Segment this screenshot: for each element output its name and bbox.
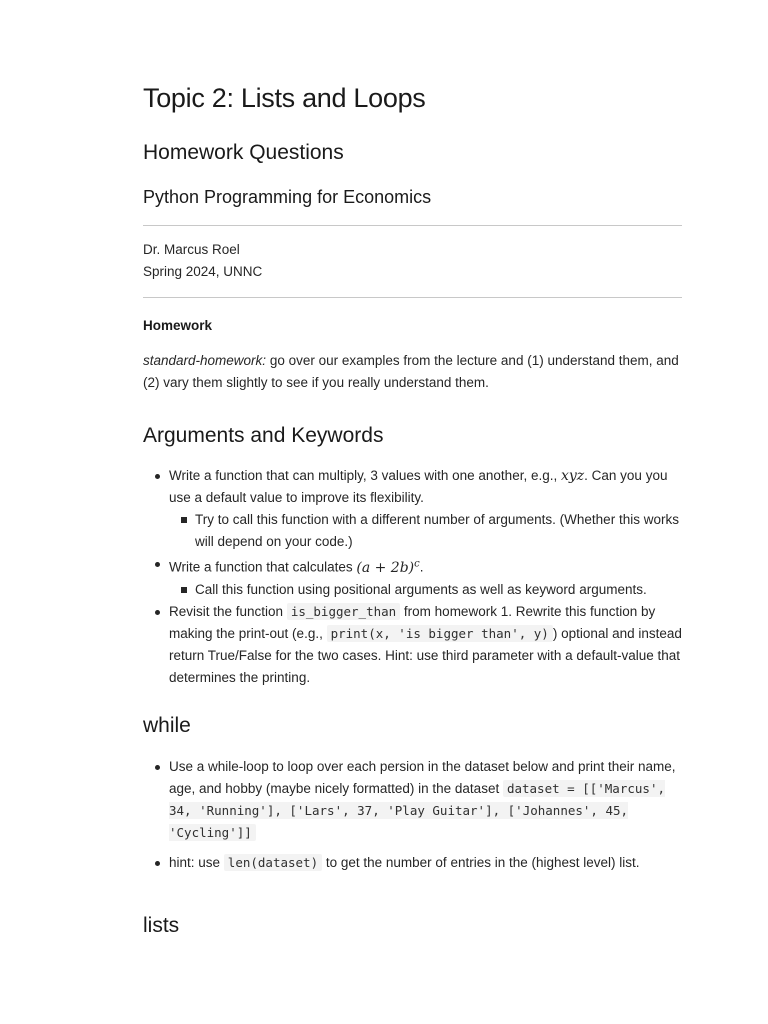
page-subtitle: Homework Questions bbox=[143, 141, 344, 164]
sub-list bbox=[169, 509, 683, 553]
list-item bbox=[143, 756, 683, 844]
item-text: from homework 1. Rewrite this function by making the print-out (e.g., bbox=[169, 603, 656, 641]
math-expression: xyz bbox=[560, 468, 585, 484]
inline-code: print(x, 'is bigger than', y) bbox=[327, 625, 553, 642]
arguments-list bbox=[143, 465, 683, 689]
homework-label: standard-homework: bbox=[143, 353, 267, 368]
page-title: Topic 2: Lists and Loops bbox=[143, 83, 426, 113]
list-item bbox=[143, 601, 683, 689]
homework-heading: Homework bbox=[143, 318, 213, 333]
math-base: (a + 2b) bbox=[356, 559, 415, 576]
sub-list-item: Try to call this function with a different number of arguments. (Whether this works will depend on your code.) bbox=[169, 509, 683, 553]
homework-description bbox=[143, 350, 683, 394]
item-text: ) optional and instead return True/False for the two cases. Hint: use third parameter with a default-value that determines the printing. bbox=[169, 625, 682, 685]
item-text: hint: use bbox=[169, 855, 224, 870]
item-text: to get the number of entries in the (highest level) list. bbox=[322, 855, 640, 870]
sub-list bbox=[169, 579, 683, 601]
list-item bbox=[143, 852, 683, 874]
inline-code: dataset = [['Marcus', 34, 'Running'], ['Lars', 37, 'Play Guitar'], ['Johannes', 45, 'Cycling']] bbox=[169, 781, 665, 840]
item-text: Write a function that calculates bbox=[169, 559, 357, 575]
math-exponent: c bbox=[414, 558, 420, 569]
item-text: . bbox=[419, 559, 424, 575]
author-name: Dr. Marcus Roel bbox=[143, 242, 240, 257]
section-heading-while: while bbox=[143, 714, 191, 737]
term-info: Spring 2024, UNNC bbox=[143, 264, 263, 279]
homework-text: go over our examples from the lecture and (1) understand them, and (2) vary them slightly to see if you really understand them. bbox=[143, 353, 679, 390]
item-text: Use a while-loop to loop over each persion in the dataset below and print their name, age, and hobby (maybe nicely formatted) in the dataset bbox=[169, 759, 676, 796]
divider-top bbox=[143, 225, 682, 226]
section-heading-arguments: Arguments and Keywords bbox=[143, 424, 384, 447]
item-text: . Can you you use a default value to improve its flexibility. bbox=[169, 468, 668, 505]
inline-code: len(dataset) bbox=[224, 854, 322, 871]
section-heading-lists: lists bbox=[143, 914, 180, 937]
list-item bbox=[143, 553, 683, 601]
inline-code: is_bigger_than bbox=[287, 603, 400, 620]
course-name: Python Programming for Economics bbox=[143, 187, 432, 207]
while-list bbox=[143, 756, 683, 874]
item-text: Write a function that can multiply, 3 values with one another, e.g., bbox=[169, 468, 561, 483]
list-spacer bbox=[143, 844, 683, 852]
sub-list-item: Call this function using positional arguments as well as keyword arguments. bbox=[169, 579, 683, 601]
math-expression bbox=[356, 560, 419, 576]
item-text: Revisit the function bbox=[169, 603, 287, 619]
list-item bbox=[143, 465, 683, 553]
divider-bottom bbox=[143, 297, 682, 298]
